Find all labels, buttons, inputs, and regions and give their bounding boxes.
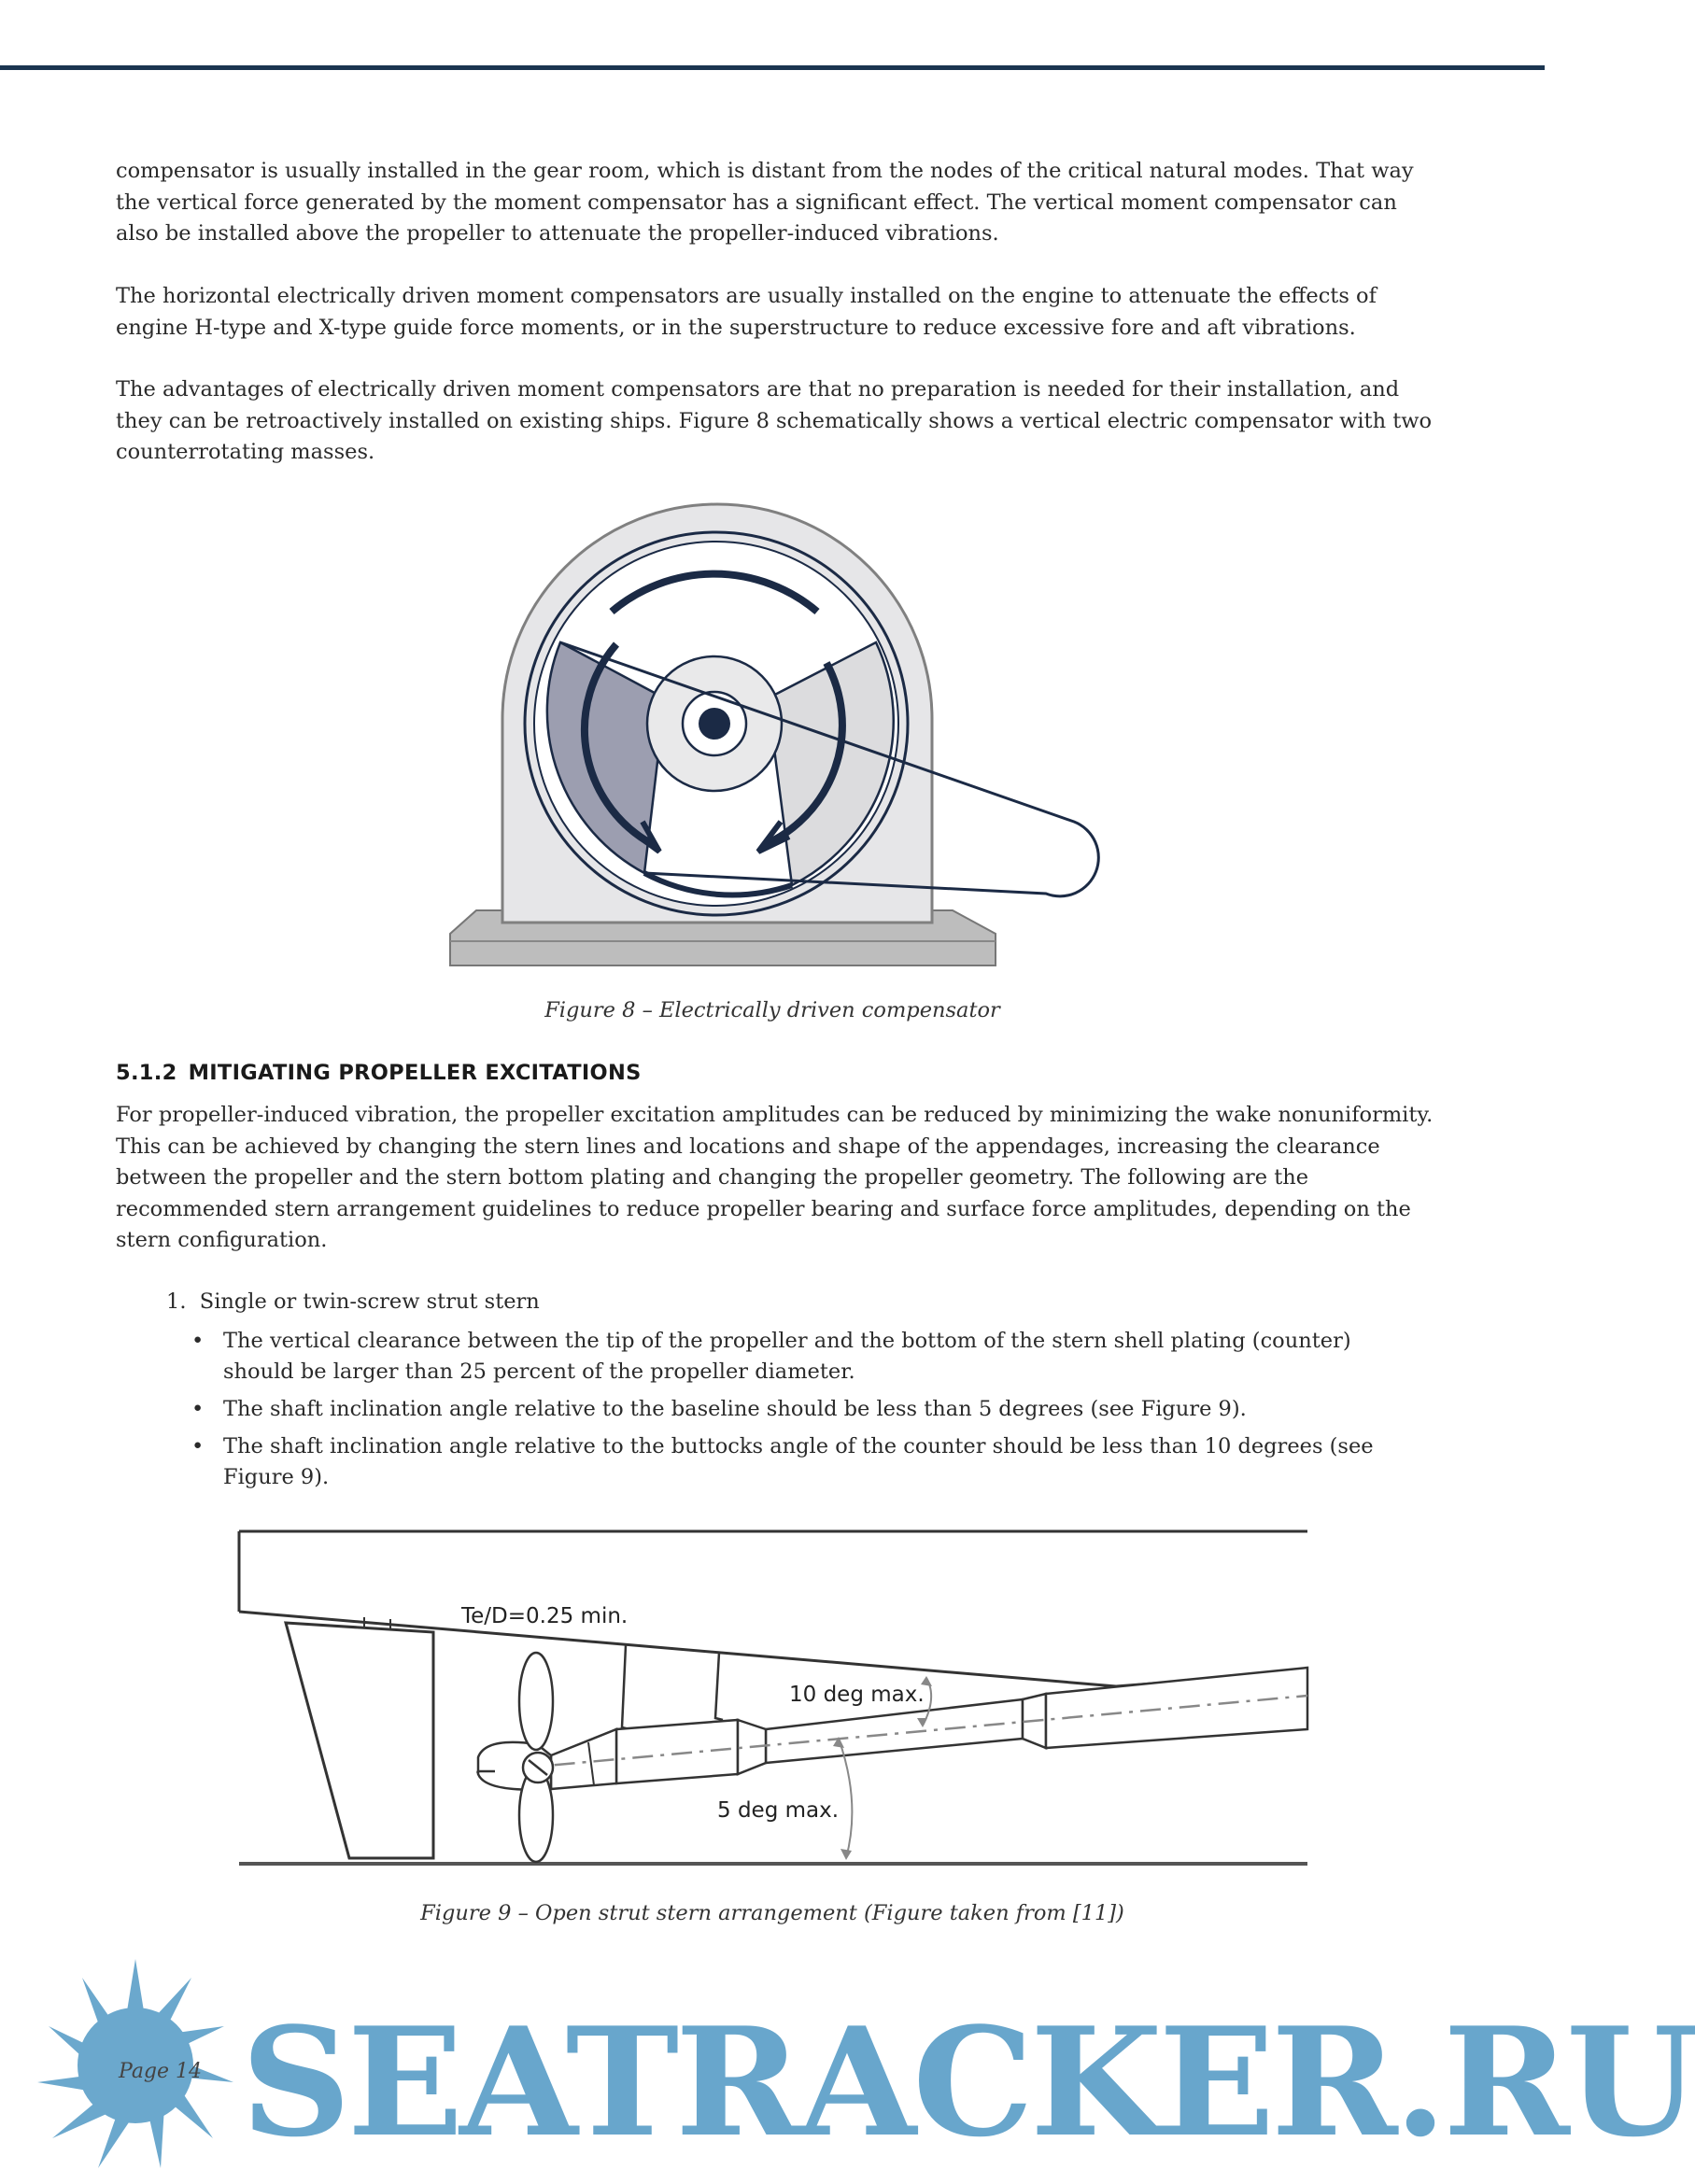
figure-9-stern-diagram xyxy=(224,1513,1326,1877)
strut-2 xyxy=(715,1653,723,1720)
label-5deg: 5 deg max. xyxy=(717,1798,840,1823)
paragraph-1: compensator is usually installed in the gear room, which is distant from the nodes of the critical natural modes. That way the vertical force generated by the moment compensator has a significant effect. The vertical moment compensator can also be installed above the propeller to attenuate the propeller-induced vibrations. xyxy=(116,159,1414,246)
header-rule xyxy=(0,65,1545,70)
list-number: 1. xyxy=(166,1289,187,1314)
figure-8-compensator-diagram xyxy=(439,504,1111,971)
rudder xyxy=(286,1623,433,1858)
label-clearance: Te/D=0.25 min. xyxy=(461,1604,629,1628)
paragraph-2: The horizontal electrically driven moment compensators are usually installed on the engine to attenuate the effects of engine H-type and X-type guide force moments, or in the superstructure to reduce excessive fore and aft vibrations. xyxy=(116,284,1377,340)
watermark-text: SEATRACKER.RU xyxy=(241,1994,1695,2170)
figure-9-caption: Figure 9 – Open strut stern arrangement (Figure taken from [11]) xyxy=(420,1901,1124,1925)
bullet-text: The shaft inclination angle relative to the buttocks angle of the counter should be less than 10 degrees (see Figure 9). xyxy=(223,1434,1374,1489)
page-number: Page 14 xyxy=(119,2060,203,2083)
propeller-blade-top xyxy=(519,1653,553,1750)
section-number: 5.1.2 xyxy=(116,1061,177,1085)
section-title: MITIGATING PROPELLER EXCITATIONS xyxy=(188,1061,642,1085)
strut-1 xyxy=(622,1645,629,1729)
label-10deg: 10 deg max. xyxy=(789,1683,925,1707)
list-item-1 xyxy=(166,1289,540,1314)
list-label: Single or twin-screw strut stern xyxy=(199,1289,540,1314)
paragraph-3: The advantages of electrically driven moment compensators are that no preparation is needed for their installation, and they can be retroactively installed on existing ships. Figure 8 schematically shows a vertical electric compensator with two counterrotating masses. xyxy=(116,377,1433,464)
figure-8-caption: Figure 8 – Electrically driven compensator xyxy=(544,998,1000,1022)
section-body: For propeller-induced vibration, the propeller excitation amplitudes can be reduced by minimizing the wake nonuniformity. This can be achieved by changing the stern lines and locations and shape of the appendages, increasing the clearance between the propeller and the stern bottom plating and changing the propeller geometry. The following are the recommended stern arrangement guidelines to reduce propeller bearing and surface force amplitudes, depending on the stern configuration. xyxy=(116,1103,1434,1252)
shaft xyxy=(766,1699,1023,1763)
bullet-text: The vertical clearance between the tip of the propeller and the bottom of the stern shell plating (counter) should be larger than 25 percent of the propeller diameter. xyxy=(223,1329,1351,1384)
section-heading xyxy=(116,1061,653,1085)
bullet-text: The shaft inclination angle relative to the baseline should be less than 5 degrees (see Figure 9). xyxy=(223,1397,1247,1421)
